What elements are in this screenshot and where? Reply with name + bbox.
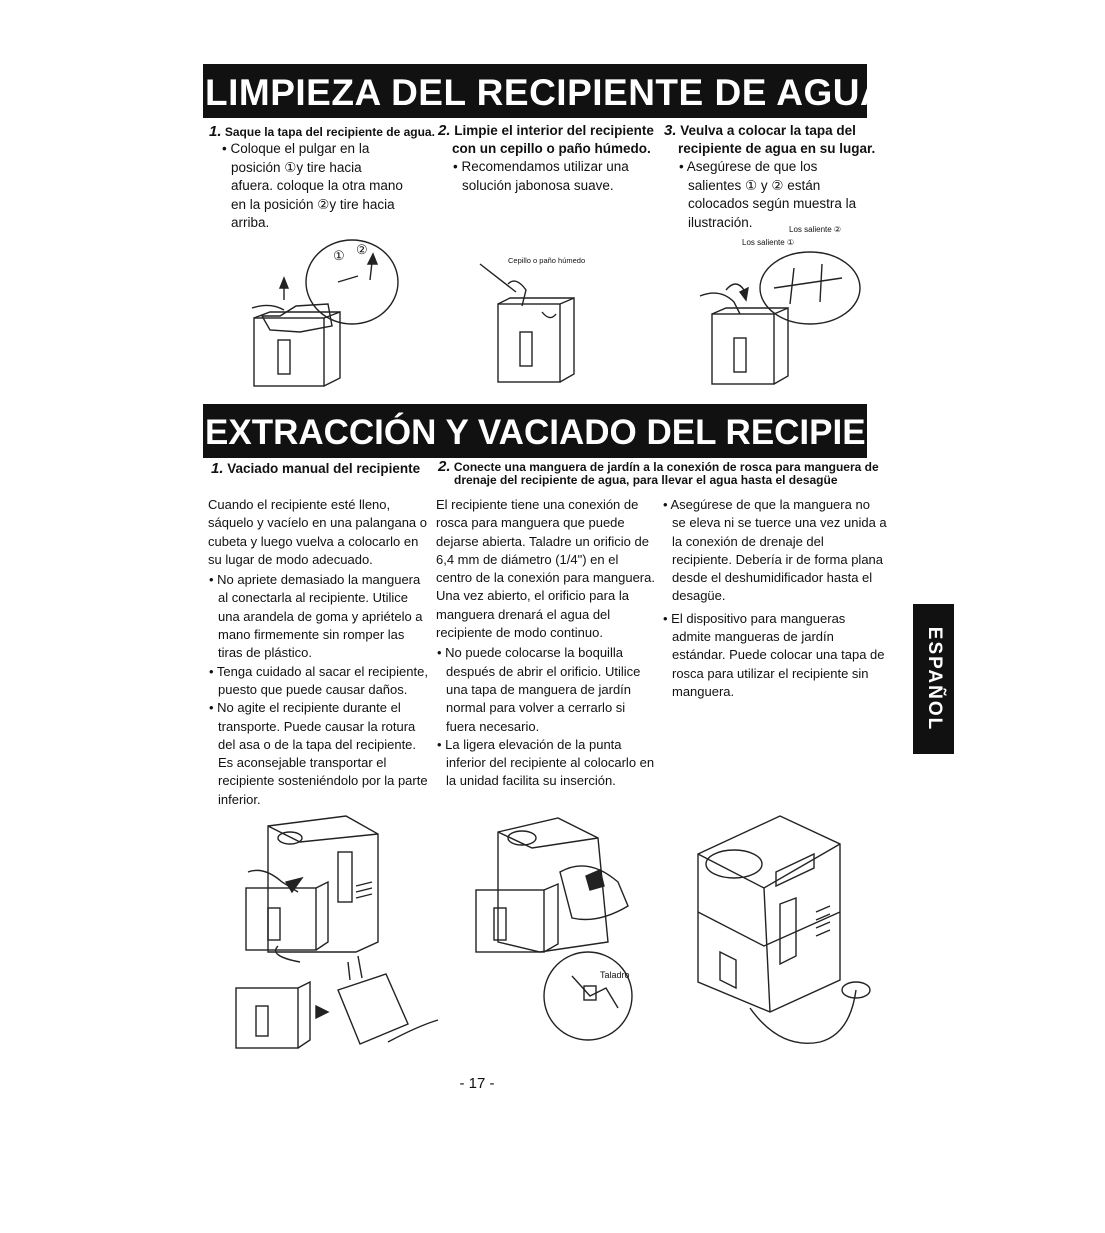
page-number: - 17 - bbox=[459, 1075, 495, 1092]
section-title-cleaning: LIMPIEZA DEL RECIPIENTE DE AGUA bbox=[203, 64, 867, 118]
extraction-step-1-body bbox=[208, 496, 430, 809]
replace-lid-illustration bbox=[700, 248, 870, 388]
step-heading: Conecte una manguera de jardín a la conexión de rosca para manguera de drenaje del recipiente de agua, para llevar el agua hasta el desagüe bbox=[453, 460, 879, 487]
extraction-step-2-body bbox=[436, 496, 658, 791]
step-heading: Veulva a colocar la tapa del recipiente de agua en su lugar. bbox=[678, 123, 876, 156]
extraction-step-1-heading bbox=[211, 460, 436, 478]
step-number: 1. bbox=[209, 123, 222, 140]
section-title-extraction: EXTRACCIÓN Y VACIADO DEL RECIPIENTE DE AGUA bbox=[203, 404, 867, 458]
label-drill: Taladro bbox=[600, 970, 630, 980]
step-bullet: • Asegúrese de que la manguera no se eleva ni se tuerce una vez unida a la conexión de drenaje del recipiente. Debería ir de forma plana desde el deshumidificador hasta el desagüe. bbox=[663, 497, 887, 604]
extraction-step-2-heading bbox=[438, 460, 888, 487]
step-bullet: • Recomendamos utilizar una solución jabonosa suave. bbox=[453, 159, 629, 193]
dehumidifier-with-hose-illustration bbox=[680, 812, 890, 1052]
label-position-2: ② bbox=[356, 242, 368, 257]
step-heading: Vaciado manual del recipiente bbox=[227, 461, 421, 476]
label-position-1: ① bbox=[333, 248, 345, 263]
step-bullet: • No puede colocarse la boquilla después de abrir el orificio. Utilice una tapa de manguera de jardín normal para volver a cerrarlo si fuera necesario. bbox=[437, 645, 641, 734]
language-tab bbox=[913, 604, 954, 754]
step-intro: Cuando el recipiente esté lleno, sáquelo y vacíelo en una palangana o cubeta y luego vuelva a colocarlo en su lugar de modo adecuado. bbox=[208, 497, 428, 567]
step-bullet: • No apriete demasiado la manguera al conectarla al recipiente. Utilice una arandela de goma y apriételo a mano firmemente sin romper las tiras de plástico. bbox=[209, 572, 423, 661]
step-bullet: • No agite el recipiente durante el transporte. Puede causar la rotura del asa o de la tapa del recipiente. Es aconsejable transportar el recipiente sosteniéndolo por la parte inferior. bbox=[209, 700, 428, 807]
step-number: 2. bbox=[438, 122, 451, 139]
step-bullet: • Asegúrese de que los salientes ① y ② están colocados según muestra la ilustración. bbox=[679, 159, 857, 230]
cleaning-step-1 bbox=[209, 123, 435, 233]
label-saliente-2: Los saliente ② bbox=[789, 225, 842, 234]
step-bullet: • Tenga cuidado al sacar el recipiente, puesto que puede causar daños. bbox=[209, 663, 428, 697]
language-tab-label: ESPAÑOL bbox=[923, 626, 945, 732]
step-number: 3. bbox=[664, 122, 677, 139]
step-intro: El recipiente tiene una conexión de rosca para manguera que puede dejarse abierta. Taladre un orificio de 6,4 mm de diámetro (1/4") en el centro de la conexión para manguera. Una vez abierto, el orificio para la manguera drenará el agua del recipiente de modo continuo. bbox=[436, 497, 655, 641]
label-brush: Cepillo o paño húmedo bbox=[508, 256, 586, 265]
remove-lid-illustration bbox=[240, 240, 410, 390]
cleaning-step-3 bbox=[664, 122, 879, 232]
cleaning-step-2 bbox=[438, 122, 658, 195]
empty-container-illustration bbox=[228, 812, 443, 1057]
step-bullet: • Coloque el pulgar en la posición ①y tire hacia afuera. coloque la otra mano en la posición ②y tire hacia arriba. bbox=[222, 141, 403, 230]
brush-container-illustration bbox=[480, 262, 590, 387]
step-number: 1. bbox=[211, 460, 224, 477]
step-bullet: • El dispositivo para mangueras admite mangueras de jardín estándar. Puede colocar una tapa de rosca para utilizar el recipiente sin manguera. bbox=[663, 610, 885, 699]
label-saliente-1: Los saliente ① bbox=[742, 238, 795, 247]
step-heading: Saque la tapa del recipiente de agua. bbox=[224, 125, 435, 139]
step-bullet: • La ligera elevación de la punta inferior del recipiente al colocarlo en la unidad facilita su inserción. bbox=[437, 736, 655, 789]
drill-hose-connection-illustration bbox=[468, 812, 648, 1042]
step-number: 2. bbox=[438, 458, 451, 475]
extraction-step-2-notes bbox=[662, 496, 887, 701]
step-heading: Limpie el interior del recipiente con un cepillo o paño húmedo. bbox=[452, 123, 654, 156]
